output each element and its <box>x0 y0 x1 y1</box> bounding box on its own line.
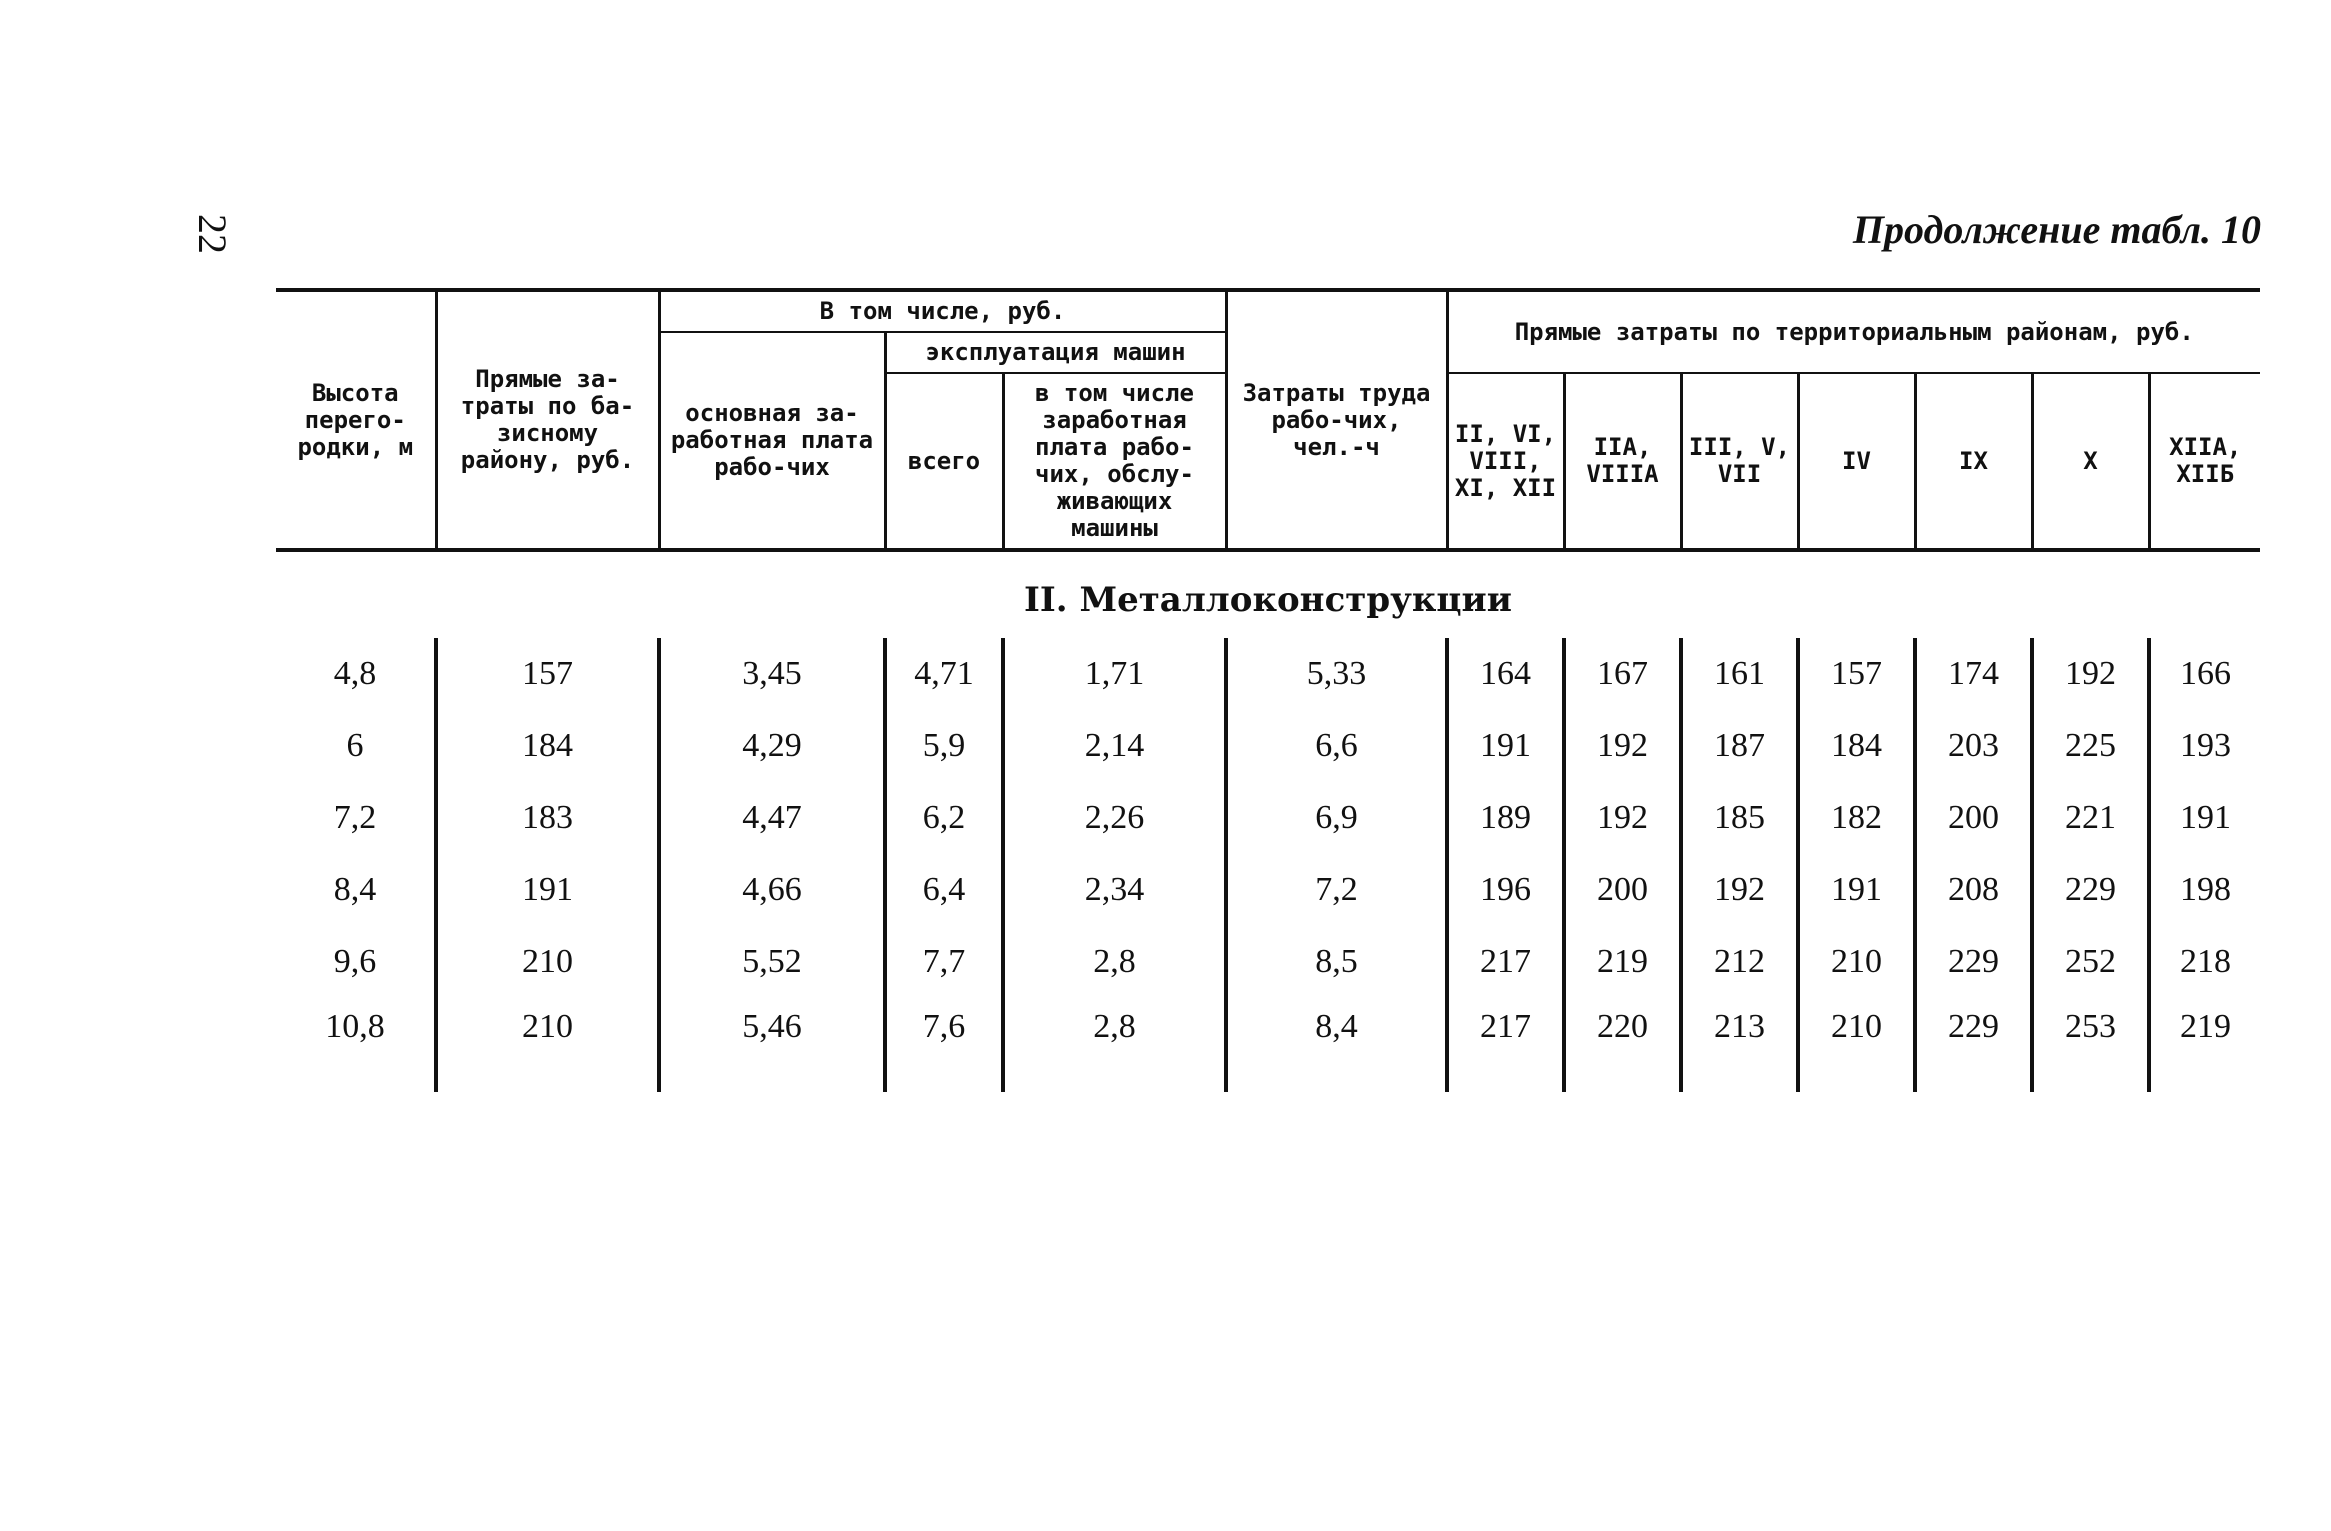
table-cell: 210 <box>1798 926 1915 998</box>
table-row <box>276 638 2260 710</box>
header-direct-base: Прямые за-траты по ба-зисному району, руб. <box>436 290 659 550</box>
table-cell: 2,8 <box>1003 998 1226 1092</box>
table-cell: 4,8 <box>333 655 377 692</box>
table-cell: 200 <box>1915 782 2032 854</box>
table-cell: 9,6 <box>333 943 377 980</box>
continuation-title: Продолжение табл. 10 <box>1852 207 2261 252</box>
header-total: всего <box>885 373 1003 550</box>
header-including-rub: В том числе, руб. <box>659 290 1226 332</box>
table-cell: 212 <box>1681 926 1798 998</box>
table-body <box>276 638 2260 1092</box>
table-cell: 184 <box>436 710 659 782</box>
table-header <box>276 290 2260 550</box>
table-cell: 7,7 <box>885 926 1003 998</box>
table-cell: 10,8 <box>325 1008 385 1045</box>
header-region-3: III, V, VII <box>1681 373 1798 550</box>
header-direct-by-region: Прямые затраты по территориальным районам, руб. <box>1447 290 2260 373</box>
table-cell: 219 <box>1564 926 1681 998</box>
cost-table-container <box>276 288 2260 1092</box>
table-cell: 8,5 <box>1226 926 1447 998</box>
table-cell: 192 <box>2032 638 2149 710</box>
table-cell: 7,2 <box>333 799 377 836</box>
table-cell: 210 <box>1798 998 1915 1092</box>
table-cell: 157 <box>1798 638 1915 710</box>
table-cell: 229 <box>1915 998 2032 1092</box>
table-cell: 6,6 <box>1226 710 1447 782</box>
table-cell: 5,9 <box>885 710 1003 782</box>
table-cell: 225 <box>2032 710 2149 782</box>
table-cell: 187 <box>1681 710 1798 782</box>
table-cell: 192 <box>1681 854 1798 926</box>
table-cell: 217 <box>1447 998 1564 1092</box>
table-cell: 2,26 <box>1003 782 1226 854</box>
header-region-2: IIA, VIIIA <box>1564 373 1681 550</box>
table-cell: 6 <box>346 727 364 764</box>
header-machine-wage: в том числе заработная плата рабо-чих, обслу-живающих машины <box>1003 373 1226 550</box>
table-cell: 196 <box>1447 854 1564 926</box>
section-title: II. Металлоконструкции <box>1023 580 1512 620</box>
table-cell: 6,9 <box>1226 782 1447 854</box>
table-cell: 229 <box>2032 854 2149 926</box>
table-cell: 208 <box>1915 854 2032 926</box>
table-cell: 157 <box>436 638 659 710</box>
table-cell: 166 <box>2149 638 2260 710</box>
table-cell: 5,33 <box>1226 638 1447 710</box>
table-cell: 1,71 <box>1003 638 1226 710</box>
table-cell: 191 <box>1447 710 1564 782</box>
table-row <box>276 854 2260 926</box>
table-cell: 219 <box>2149 998 2260 1092</box>
table-cell: 183 <box>436 782 659 854</box>
header-machine-operation: эксплуатация машин <box>885 332 1226 373</box>
table-cell: 4,47 <box>659 782 885 854</box>
table-cell: 185 <box>1681 782 1798 854</box>
header-region-4: IV <box>1798 373 1915 550</box>
header-region-6: X <box>2032 373 2149 550</box>
table-row <box>276 998 2260 1092</box>
table-cell: 167 <box>1564 638 1681 710</box>
table-cell: 200 <box>1564 854 1681 926</box>
table-cell: 2,14 <box>1003 710 1226 782</box>
table-row <box>276 710 2260 782</box>
table-cell: 192 <box>1564 710 1681 782</box>
table-cell: 4,29 <box>659 710 885 782</box>
table-cell: 161 <box>1681 638 1798 710</box>
header-region-1: II, VI, VIII, XI, XII <box>1447 373 1564 550</box>
table-cell: 203 <box>1915 710 2032 782</box>
table-cell: 5,46 <box>659 998 885 1092</box>
table-cell: 210 <box>436 926 659 998</box>
table-cell: 220 <box>1564 998 1681 1092</box>
table-cell: 3,45 <box>659 638 885 710</box>
table-cell: 229 <box>1915 926 2032 998</box>
table-cell: 210 <box>436 998 659 1092</box>
table-cell: 7,2 <box>1226 854 1447 926</box>
table-cell: 191 <box>2149 782 2260 854</box>
table-cell: 252 <box>2032 926 2149 998</box>
table-cell: 218 <box>2149 926 2260 998</box>
table-cell: 253 <box>2032 998 2149 1092</box>
table-cell: 2,34 <box>1003 854 1226 926</box>
header-region-5: IX <box>1915 373 2032 550</box>
table-row <box>276 782 2260 854</box>
table-cell: 174 <box>1915 638 2032 710</box>
section-header <box>276 550 2260 638</box>
table-cell: 6,2 <box>885 782 1003 854</box>
table-cell: 191 <box>1798 854 1915 926</box>
table-cell: 164 <box>1447 638 1564 710</box>
table-cell: 5,52 <box>659 926 885 998</box>
header-region-7: XIIA, XIIБ <box>2149 373 2260 550</box>
table-cell: 198 <box>2149 854 2260 926</box>
table-cell: 192 <box>1564 782 1681 854</box>
table-cell: 6,4 <box>885 854 1003 926</box>
cost-table <box>276 288 2260 1092</box>
table-cell: 8,4 <box>333 871 377 908</box>
table-cell: 221 <box>2032 782 2149 854</box>
table-cell: 4,66 <box>659 854 885 926</box>
table-cell: 213 <box>1681 998 1798 1092</box>
page-number: 22 <box>190 214 235 254</box>
header-basic-wage: основная за-работная плата рабо-чих <box>659 332 885 550</box>
table-cell: 217 <box>1447 926 1564 998</box>
table-cell: 7,6 <box>885 998 1003 1092</box>
header-height: Высота перего-родки, м <box>276 290 436 550</box>
table-cell: 184 <box>1798 710 1915 782</box>
header-labor-costs: Затраты труда рабо-чих, чел.-ч <box>1226 290 1447 550</box>
table-cell: 182 <box>1798 782 1915 854</box>
table-cell: 191 <box>436 854 659 926</box>
table-cell: 2,8 <box>1003 926 1226 998</box>
table-row <box>276 926 2260 998</box>
table-cell: 193 <box>2149 710 2260 782</box>
table-cell: 8,4 <box>1226 998 1447 1092</box>
table-cell: 189 <box>1447 782 1564 854</box>
table-cell: 4,71 <box>885 638 1003 710</box>
